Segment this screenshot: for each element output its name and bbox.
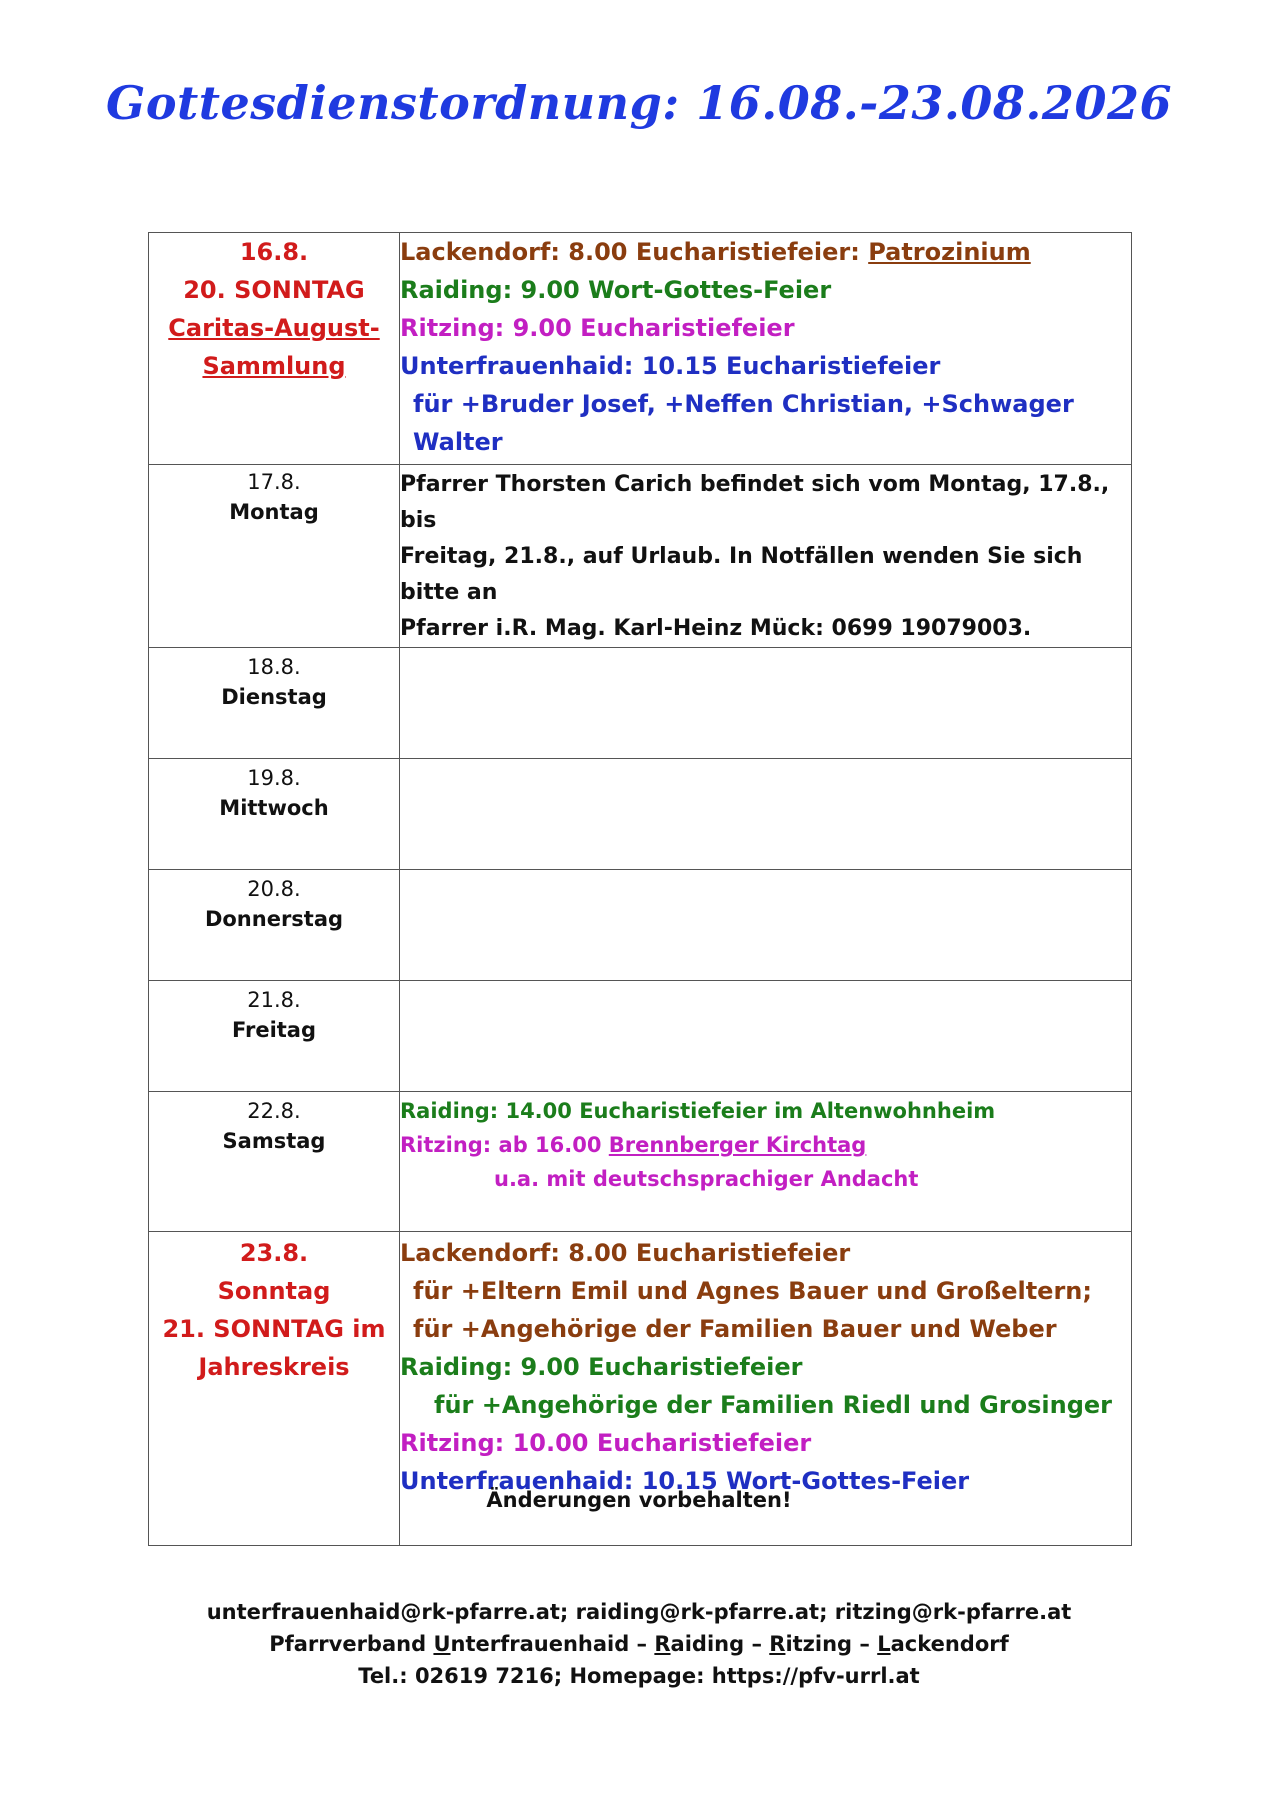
weekday-label: Mittwoch (219, 796, 329, 820)
date-label: 21.8. (247, 988, 301, 1012)
service-line: Ritzing: 9.00 Eucharistiefeier (400, 314, 795, 342)
table-row (149, 465, 1132, 648)
table-row (149, 759, 1132, 870)
table-row (149, 233, 1132, 465)
date-label: 23.8. (239, 1239, 309, 1267)
intention-line: für +Angehörige der Familien Riedl und Grosinger (434, 1391, 1112, 1419)
changes-note: Änderungen vorbehalten! (486, 1488, 792, 1512)
notice-line: Pfarrer Thorsten Carich befindet sich vom Montag, 17.8., bis (400, 472, 1110, 533)
weekday-label: Montag (229, 500, 319, 524)
day-cell (149, 981, 400, 1092)
collection-label: Sammlung (202, 352, 346, 380)
table-row (149, 981, 1132, 1092)
footer (0, 1596, 1278, 1692)
date-label: 22.8. (247, 1099, 301, 1123)
day-cell (149, 233, 400, 465)
weekday-label: Donnerstag (204, 907, 344, 931)
day-cell (149, 1092, 400, 1232)
date-label: 19.8. (247, 766, 301, 790)
sunday-label: Jahreskreis (198, 1353, 350, 1381)
service-line: Raiding: 14.00 Eucharistiefeier im Altenwohnheim (400, 1099, 996, 1123)
table-row (149, 1092, 1132, 1232)
patrozinium-link: Patrozinium (868, 238, 1031, 266)
intention-line: für +Eltern Emil und Agnes Bauer und Großeltern; (413, 1277, 1092, 1305)
service-line: Unterfrauenhaid: 10.15 Eucharistiefeier (400, 352, 941, 380)
service-cell (400, 1092, 1132, 1232)
day-cell (149, 465, 400, 648)
service-line: Unterfrauenhaid: 10.15 Wort-Gottes-Feier (400, 1467, 970, 1495)
collection-label: Caritas-August- (168, 314, 380, 342)
service-line: u.a. mit deutschsprachiger Andacht (494, 1167, 919, 1191)
service-line: Raiding: 9.00 Wort-Gottes-Feier (400, 276, 832, 304)
page-title: Gottesdienstordnung: 16.08.-23.08.2026 (106, 76, 1172, 130)
day-cell (149, 648, 400, 759)
footer-verband: Pfarrverband Unterfrauenhaid – Raiding – Ritzing – Lackendorf (269, 1632, 1009, 1656)
intention-line: für +Angehörige der Familien Bauer und Weber (413, 1315, 1057, 1343)
kirchtag-link: Brennberger Kirchtag (608, 1133, 867, 1157)
service-cell (400, 233, 1132, 465)
service-line: Lackendorf: 8.00 Eucharistiefeier (400, 1239, 851, 1267)
service-line: Lackendorf: 8.00 Eucharistiefeier: Patrozinium (400, 238, 1031, 266)
notice-line: Pfarrer i.R. Mag. Karl-Heinz Mück: 0699 19079003. (400, 616, 1032, 641)
notice-cell (400, 465, 1132, 648)
sunday-label: 20. SONNTAG (183, 276, 365, 304)
empty-cell (400, 759, 1132, 870)
weekday-label: Dienstag (221, 685, 327, 709)
empty-cell (400, 648, 1132, 759)
weekday-label: Samstag (222, 1129, 326, 1153)
date-label: 17.8. (247, 470, 301, 494)
date-label: 20.8. (247, 877, 301, 901)
empty-cell (400, 870, 1132, 981)
notice-line: Freitag, 21.8., auf Urlaub. In Notfällen wenden Sie sich bitte an (400, 544, 1083, 605)
service-line: Ritzing: 10.00 Eucharistiefeier (400, 1429, 812, 1457)
footer-emails: unterfrauenhaid@rk-pfarre.at; raiding@rk-pfarre.at; ritzing@rk-pfarre.at (206, 1600, 1072, 1624)
sunday-label: 21. SONNTAG im (162, 1315, 386, 1343)
weekday-label: Sonntag (217, 1277, 331, 1305)
empty-cell (400, 981, 1132, 1092)
footer-contact: Tel.: 02619 7216; Homepage: https://pfv-urrl.at (358, 1664, 920, 1688)
day-cell (149, 759, 400, 870)
table-row (149, 870, 1132, 981)
service-line: Raiding: 9.00 Eucharistiefeier (400, 1353, 803, 1381)
table-row (149, 648, 1132, 759)
day-cell (149, 870, 400, 981)
service-line: Ritzing: ab 16.00 Brennberger Kirchtag (400, 1133, 867, 1157)
schedule-table (148, 232, 1132, 1546)
intention-line: für +Bruder Josef, +Neffen Christian, +Schwager Walter (413, 390, 1074, 456)
weekday-label: Freitag (231, 1018, 317, 1042)
date-label: 16.8. (239, 238, 309, 266)
date-label: 18.8. (247, 655, 301, 679)
